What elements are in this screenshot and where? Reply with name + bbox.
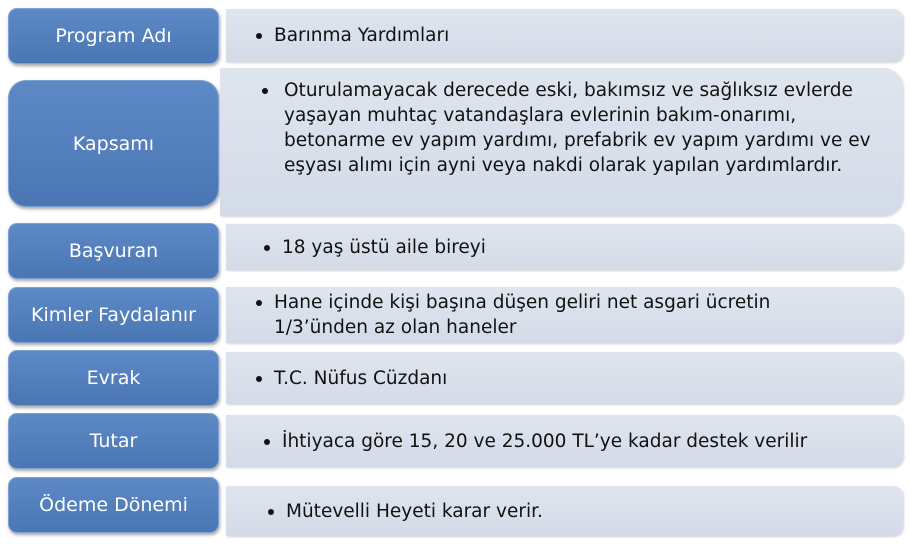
- label-odeme-donemi: Ödeme Dönemi: [8, 477, 219, 533]
- content-text: 18 yaş üstü aile bireyi: [282, 236, 486, 258]
- bullet-dot-icon: [256, 300, 262, 306]
- content-evrak: [226, 352, 903, 404]
- content-kapsami: [220, 68, 903, 216]
- content-text: Mütevelli Heyeti karar verir.: [286, 500, 543, 522]
- content-program-adi: [226, 9, 903, 62]
- content-tutar: [226, 415, 903, 467]
- bullet-item: [256, 366, 447, 391]
- bullet-item: [264, 429, 807, 454]
- bullet-dot-icon: [268, 509, 274, 515]
- content-text: İhtiyaca göre 15, 20 ve 25.000 TL’ye kadar destek verilir: [282, 430, 808, 452]
- label-basvuran: Başvuran: [8, 223, 219, 279]
- content-odeme-donemi: [226, 486, 903, 536]
- content-text: T.C. Nüfus Cüzdanı: [274, 367, 448, 389]
- content-text: Hane içinde kişi başına düşen geliri net asgari ücretin 1/3’ünden az olan haneler: [274, 292, 771, 338]
- label-evrak: Evrak: [8, 350, 219, 406]
- bullet-dot-icon: [256, 33, 262, 39]
- label-kimler-faydalanir: Kimler Faydalanır: [8, 287, 219, 343]
- bullet-item: [256, 23, 449, 48]
- label-program-adi: Program Adı: [8, 8, 219, 64]
- content-text: Barınma Yardımları: [274, 25, 450, 46]
- bullet-dot-icon: [264, 439, 270, 445]
- label-tutar: Tutar: [8, 413, 219, 469]
- bullet-item: [264, 235, 486, 260]
- label-kapsami: Kapsamı: [8, 80, 219, 207]
- bullet-item: [262, 78, 883, 178]
- bullet-item: [256, 290, 814, 340]
- content-basvuran: [226, 224, 903, 270]
- bullet-dot-icon: [256, 376, 262, 382]
- bullet-dot-icon: [264, 245, 270, 251]
- content-kimler-faydalanir: [226, 287, 903, 343]
- bullet-dot-icon: [262, 88, 268, 94]
- content-text: Oturulamayacak derecede eski, bakımsız ve sağlıksız evlerde yaşayan muhtaç vatandaşlara evlerinin bakım-onarımı, betonarme ev yapım yardımı, prefabrik ev yapım yardımı ve ev eşyası alımı için ayni veya nakdi olarak yapılan yardımlardır.: [284, 80, 871, 176]
- bullet-item: [268, 499, 543, 524]
